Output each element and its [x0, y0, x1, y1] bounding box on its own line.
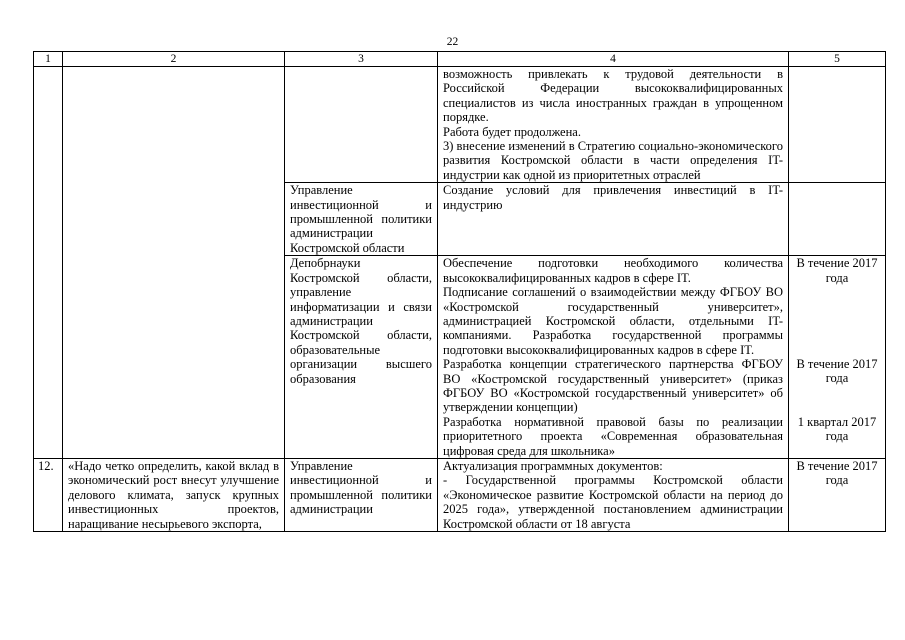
deadline-cell: В течение 2017 года	[789, 458, 886, 531]
result-cell	[438, 256, 789, 459]
row-number-cell: 12.	[34, 458, 63, 531]
result-cell	[438, 458, 789, 531]
responsible-cell: Депобрнауки Костромской области, управление информатизации и связи администрации Костромской области, образовательные организации высшего образования	[285, 256, 438, 459]
result-cell	[438, 67, 789, 183]
result-text: Обеспечение подготовки необходимого количества высококвалифицированных кадров в сфере IT.	[443, 256, 783, 285]
header-col-3: 3	[285, 52, 438, 67]
table-row	[34, 458, 886, 531]
deadline-text: В течение 2017 года	[796, 256, 878, 285]
result-text: - Государственной программы Костромской области «Экономическое развитие Костромской области на период до 2025 года», утвержденной постановлением администрации Костромской области от 18 августа	[443, 473, 783, 531]
deadline-text: В течение 2017 года	[796, 357, 878, 386]
result-text: возможность привлекать к трудовой деятельности в Российской Федерации высококвалифицированных специалистов из числа иностранных граждан в упрощенном порядке.	[443, 67, 783, 125]
header-col-2: 2	[63, 52, 285, 67]
deadline-cell	[789, 256, 886, 459]
result-text: 3) внесение изменений в Стратегию социально-экономического развития Костромской области в части определения IT-индустрии как одной из приоритетных отраслей	[443, 139, 783, 182]
deadline-cell	[789, 183, 886, 256]
result-text: Подписание соглашений о взаимодействии между ФГБОУ ВО «Костромской государственный университет», администрацией Костромской области, отдельными IT-компаниями. Разработка государственной программы подготовки высококвалифицированных кадров в сфере IT.	[443, 285, 783, 357]
measure-cell	[63, 67, 285, 459]
responsible-cell: Управление инвестиционной и промышленной политики администрации	[285, 458, 438, 531]
header-col-1: 1	[34, 52, 63, 67]
result-cell: Создание условий для привлечения инвестиций в IT-индустрию	[438, 183, 789, 256]
row-number-cell	[34, 67, 63, 459]
table-row	[34, 67, 886, 183]
header-col-5: 5	[789, 52, 886, 67]
result-text: Разработка концепции стратегического партнерства ФГБОУ ВО «Костромской государственный университет» (приказ ФГБОУ ВО «Костромской государственный университет» об утверждении концепции)	[443, 357, 783, 415]
measures-table	[33, 51, 886, 532]
responsible-cell: Управление инвестиционной и промышленной политики администрации Костромской области	[285, 183, 438, 256]
responsible-cell	[285, 67, 438, 183]
header-col-4: 4	[438, 52, 789, 67]
header-row	[34, 52, 886, 67]
result-text: Разработка нормативной правовой базы по реализации приоритетного проекта «Современная образовательная цифровая среда для школьника»	[443, 414, 783, 458]
measure-cell: «Надо четко определить, какой вклад в экономический рост внесут улучшение делового климата, запуск крупных инвестиционных проектов, наращивание несырьевого экспорта,	[63, 458, 285, 531]
result-text: Актуализация программных документов:	[443, 458, 663, 473]
deadline-text: 1 квартал 2017 года	[797, 414, 877, 444]
deadline-cell	[789, 67, 886, 183]
result-text: Работа будет продолжена.	[443, 124, 581, 139]
page-number: 22	[446, 36, 459, 48]
